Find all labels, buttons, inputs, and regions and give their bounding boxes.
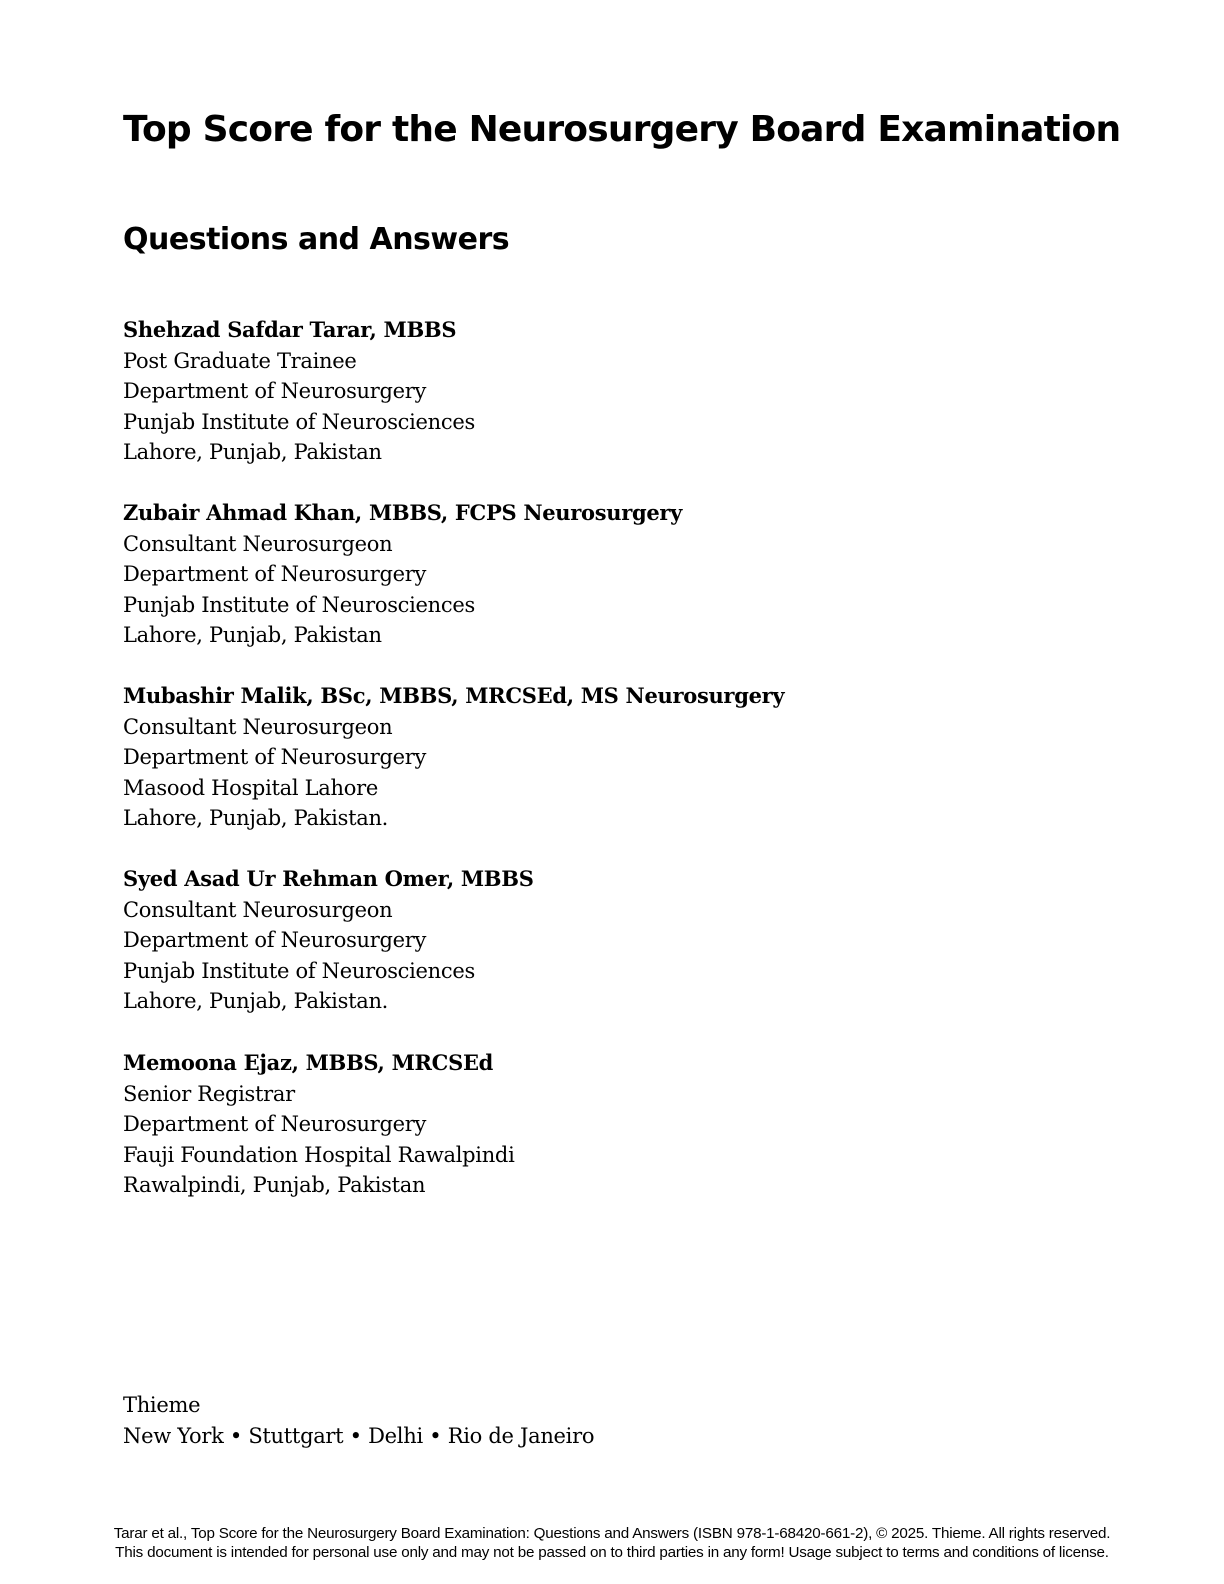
- author-institution: Masood Hospital Lahore: [123, 775, 378, 800]
- author-institution: Fauji Foundation Hospital Rawalpindi: [123, 1142, 515, 1167]
- author-location: Lahore, Punjab, Pakistan: [123, 623, 382, 648]
- author-position: Senior Registrar: [123, 1081, 295, 1106]
- author-institution: Punjab Institute of Neurosciences: [123, 592, 475, 617]
- author-institution: Punjab Institute of Neurosciences: [123, 409, 475, 434]
- author-location: Lahore, Punjab, Pakistan: [123, 440, 382, 465]
- author-position: Consultant Neurosurgeon: [123, 714, 393, 739]
- author-block: [123, 681, 784, 834]
- author-department: Department of Neurosurgery: [123, 745, 427, 770]
- author-department: Department of Neurosurgery: [123, 1112, 427, 1137]
- author-name: Mubashir Malik, BSc, MBBS, MRCSEd, MS Neurosurgery: [123, 683, 785, 708]
- author-institution: Punjab Institute of Neurosciences: [123, 958, 475, 983]
- publisher-name: Thieme: [123, 1393, 201, 1417]
- author-position: Post Graduate Trainee: [123, 348, 357, 373]
- page-title: Top Score for the Neurosurgery Board Examination: [123, 109, 1121, 150]
- author-block: [123, 1048, 514, 1201]
- copyright-footer: [0, 1524, 1224, 1562]
- publisher: [123, 1390, 594, 1451]
- author-location: Lahore, Punjab, Pakistan.: [123, 806, 389, 831]
- author-location: Lahore, Punjab, Pakistan.: [123, 989, 389, 1014]
- author-department: Department of Neurosurgery: [123, 562, 427, 587]
- author-name: Shehzad Safdar Tarar, MBBS: [123, 317, 457, 342]
- footer-line-citation: Tarar et al., Top Score for the Neurosurgery Board Examination: Questions and Answers (ISBN 978-1-68420-661-2), © 2025. Thieme. All rights reserved.: [113, 1525, 1111, 1542]
- author-position: Consultant Neurosurgeon: [123, 897, 393, 922]
- author-block: [123, 864, 534, 1017]
- author-location: Rawalpindi, Punjab, Pakistan: [123, 1173, 426, 1198]
- author-block: [123, 315, 475, 468]
- author-position: Consultant Neurosurgeon: [123, 531, 393, 556]
- page-subtitle: Questions and Answers: [123, 222, 510, 257]
- author-block: [123, 498, 682, 651]
- publisher-locations: New York • Stuttgart • Delhi • Rio de Janeiro: [123, 1423, 595, 1448]
- author-department: Department of Neurosurgery: [123, 928, 427, 953]
- author-name: Memoona Ejaz, MBBS, MRCSEd: [123, 1050, 494, 1075]
- author-name: Syed Asad Ur Rehman Omer, MBBS: [123, 866, 534, 891]
- author-name: Zubair Ahmad Khan, MBBS, FCPS Neurosurgery: [123, 500, 683, 525]
- footer-line-license: This document is intended for personal use only and may not be passed on to third parties in any form! Usage subject to terms and conditions of license.: [115, 1544, 1109, 1561]
- author-department: Department of Neurosurgery: [123, 379, 427, 404]
